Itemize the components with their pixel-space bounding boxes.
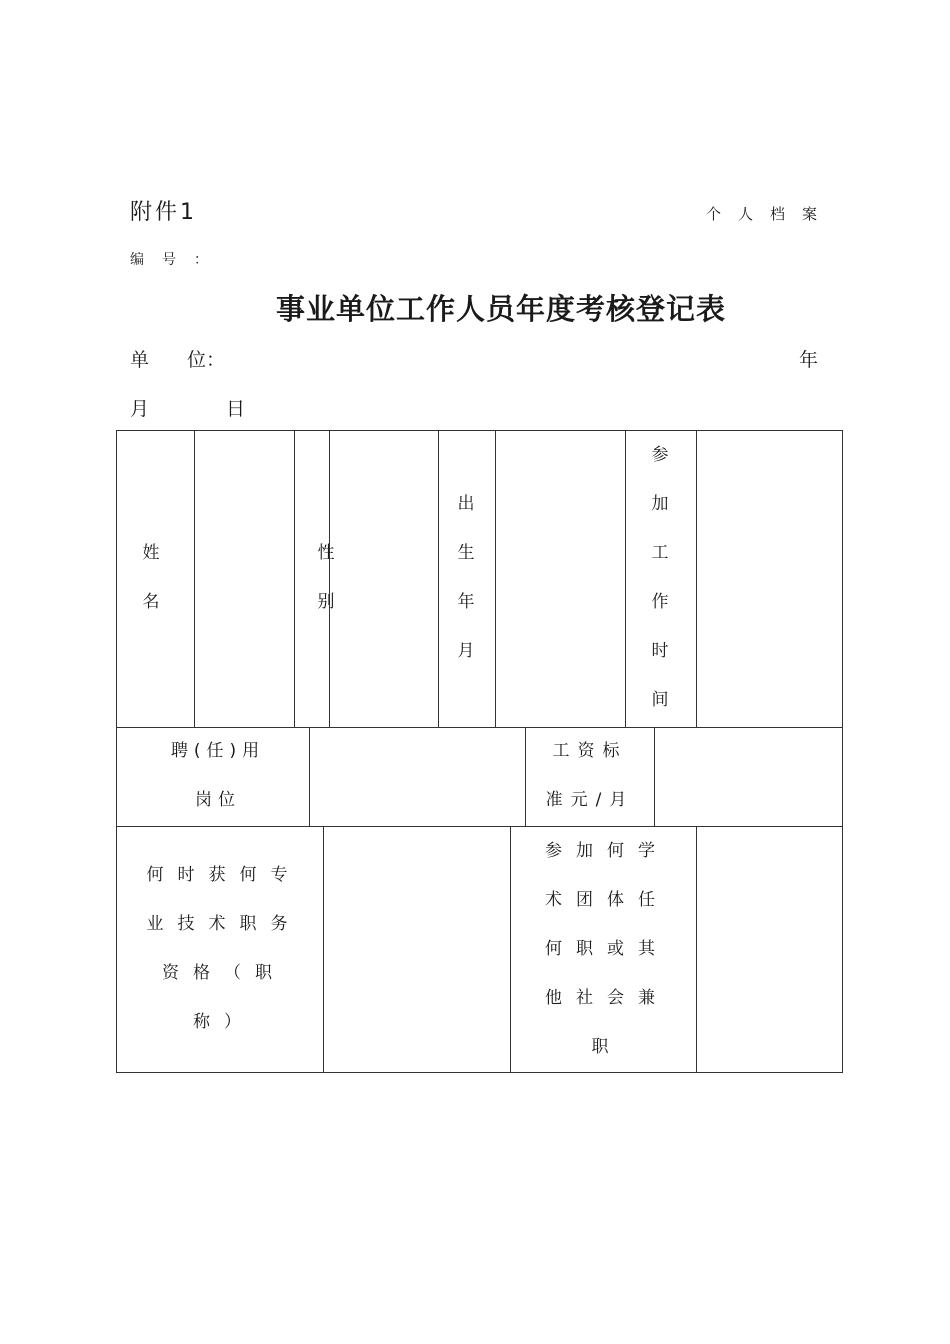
col-divider (696, 431, 697, 727)
academic-position-label: 参加何学术团体任何职或其他社会兼职 (545, 841, 669, 1057)
archive-label: 个人档案 (706, 205, 835, 223)
salary-label (529, 727, 651, 825)
work-start-label: 参加工作时间 (651, 445, 669, 710)
name-label: 姓名 (142, 543, 160, 612)
col-divider (438, 431, 439, 727)
gender-label: 性别 (317, 543, 335, 612)
col-divider (194, 431, 195, 727)
birth-date-label: 出生年月 (457, 494, 475, 661)
salary-label-line2: 准元/月 (545, 790, 635, 810)
post-label (143, 727, 293, 825)
col-divider (294, 431, 295, 727)
col-divider (625, 431, 626, 727)
row-divider (117, 826, 842, 827)
post-label-line2: 岗位 (195, 790, 241, 810)
post-label-line1: 聘(任)用 (170, 741, 266, 761)
professional-title-label: 何时获何专业技术职务资格（职称） (146, 865, 302, 1032)
month-label: 月 (130, 398, 150, 420)
col-divider (696, 826, 697, 1072)
col-divider (510, 826, 511, 1072)
year-label: 年 (799, 349, 819, 371)
col-divider (654, 727, 655, 826)
form-title: 事业单位工作人员年度考核登记表 (276, 292, 727, 326)
attachment-label: 附件1 (130, 200, 197, 225)
unit-label: 单 位： (130, 349, 226, 371)
assessment-form-table (116, 430, 843, 1073)
col-divider (309, 727, 310, 826)
salary-label-line1: 工资标 (552, 741, 628, 761)
col-divider (323, 826, 324, 1072)
col-divider (525, 727, 526, 826)
col-divider (495, 431, 496, 727)
serial-number-label: 编号： (130, 252, 226, 268)
day-label: 日 (226, 398, 246, 420)
